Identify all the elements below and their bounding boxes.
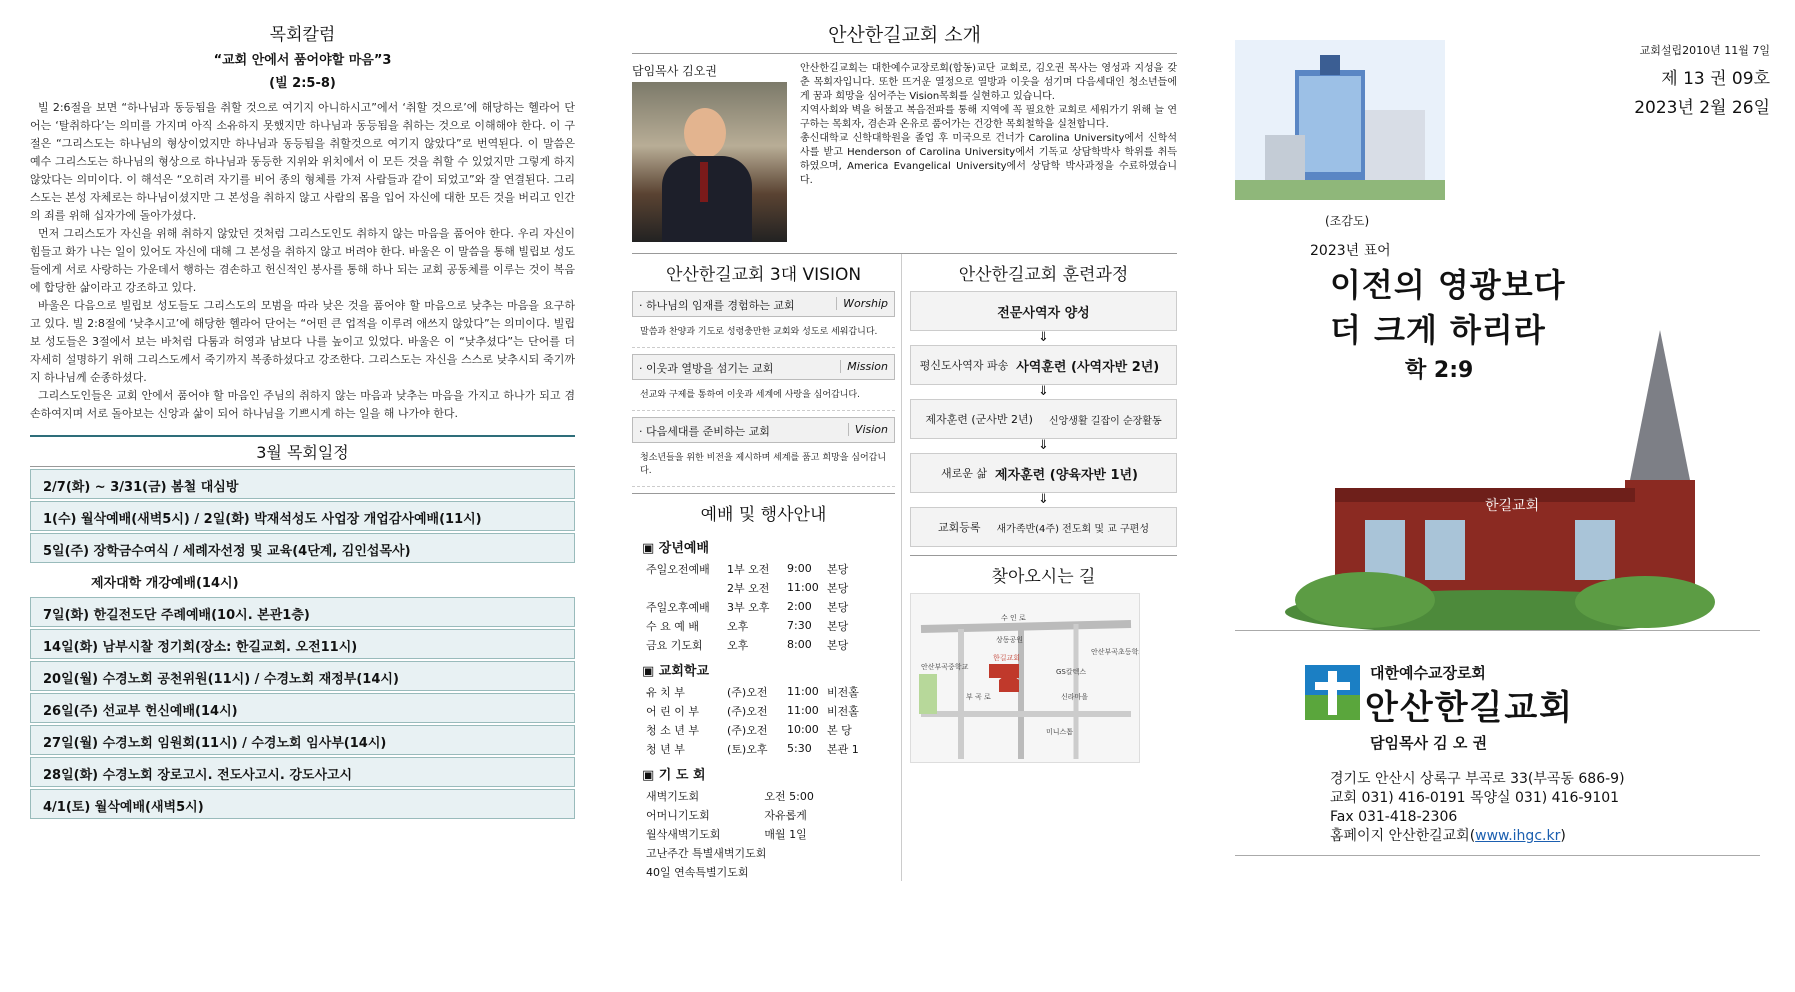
worship-cell: 본관 1 xyxy=(827,742,859,756)
worship-cell: 3부 오후 xyxy=(727,600,770,614)
worship-cell: 유 치 부 xyxy=(646,685,685,699)
worship-cell: 8:00 xyxy=(787,638,812,651)
worship-cell: (주)오전 xyxy=(727,723,768,737)
vision-title: 안산한길교회 3대 VISION xyxy=(665,265,862,285)
flow-arrow-icon: ⇓ xyxy=(1038,492,1049,507)
schedule-row: 7일(화) 한길전도단 주례예배(10시. 본관1층) xyxy=(30,597,575,627)
worship-row xyxy=(632,635,895,654)
worship-cell: 비전홀 xyxy=(827,685,859,699)
column-body xyxy=(30,99,575,423)
worship-cell: 본 당 xyxy=(827,723,852,737)
intro-title: 안산한길교회 소개 xyxy=(632,20,1177,54)
worship-cell: 본당 xyxy=(827,600,849,614)
fax: Fax 031-418-2306 xyxy=(1330,809,1458,825)
worship-cell: 7:30 xyxy=(787,619,812,632)
worship-cell: 본당 xyxy=(827,638,849,652)
intro-paragraph: 지역사회와 벽을 허물고 복음전파를 통해 지역에 꼭 필요한 교회로 세워가기 위해 늘 연구하는 목회자, 겸손과 온유로 품어가는 건강한 목회철학을 실천합니다. xyxy=(800,105,1177,130)
vision-section xyxy=(632,254,902,881)
worship-cell: 매월 1일 xyxy=(764,827,807,841)
training-step-left: 평신도사역자 파송 xyxy=(919,359,1009,372)
training-step-main: 전문사역자 양성 xyxy=(997,305,1090,321)
training-step-right: 새가족반(4주) 전도회 및 교 구편성 xyxy=(996,523,1149,535)
worship-cell: 오전 5:00 xyxy=(764,789,814,803)
worship-row xyxy=(632,805,895,824)
column-paragraph: 그리스도인들은 교회 안에서 품어야 할 마음인 주님의 취하지 않는 마음과 낮추는 마음을 가지고 하나가 되고 겸손하여지며 서로 돌아보는 신앙과 삶이 되어 하나님을 기쁘시게 하는 일을 해 나가야 한다. xyxy=(30,389,575,420)
vision-training-row xyxy=(632,253,1177,881)
training-step xyxy=(910,453,1177,493)
training-step xyxy=(910,345,1177,385)
address: 경기도 안산시 상록구 부곡로 33(부곡동 686-9) xyxy=(1330,771,1625,787)
map-label: GS칼텍스 xyxy=(1056,668,1087,676)
worship-cell: 11:00 xyxy=(787,704,819,717)
motto-label: 2023년 표어 xyxy=(1310,243,1391,259)
motto-line-1: 이전의 영광보다 xyxy=(1330,266,1566,304)
worship-row xyxy=(632,739,895,758)
worship-cell: (주)오전 xyxy=(727,685,768,699)
vision-description: 청소년들을 위한 비전을 제시하며 세계를 품고 희망을 심어갑니다. xyxy=(632,446,895,487)
worship-row xyxy=(632,786,895,805)
vision-item: · 다음세대를 준비하는 교회 Vision xyxy=(632,417,895,443)
worship-cell: 40일 연속특별기도회 xyxy=(646,865,749,879)
worship-row xyxy=(632,824,895,843)
pastor-column xyxy=(30,20,575,980)
worship-cell: 본당 xyxy=(827,619,849,633)
worship-cell: 주일오후예배 xyxy=(646,600,710,614)
training-step-left: 교회등록 xyxy=(938,521,981,534)
worship-section-title: ▣ 기 도 회 xyxy=(642,768,706,783)
worship-title: 예배 및 행사안내 xyxy=(632,493,895,531)
church-logo xyxy=(1305,665,1360,720)
phone: 교회 031) 416-0191 목양실 031) 416-9101 xyxy=(1330,790,1620,806)
schedule-row: 2/7(화) ~ 3/31(금) 봄철 대심방 xyxy=(30,469,575,499)
schedule-row: 1(수) 월삭예배(새벽5시) / 2일(화) 박재석성도 사업장 개업감사예배(11시) xyxy=(30,501,575,531)
schedule-row: 27일(월) 수경노회 임원회(11시) / 수경노회 임사부(14시) xyxy=(30,725,575,755)
worship-cell: 오후 xyxy=(727,638,749,652)
worship-cell: 5:30 xyxy=(787,742,812,755)
worship-cell: 2:00 xyxy=(787,600,812,613)
training-step-left: 새로운 삶 xyxy=(940,467,987,480)
column-title: 목회칼럼 xyxy=(269,25,336,45)
schedule-row: 4/1(토) 월삭예배(새벽5시) xyxy=(30,789,575,819)
worship-cell: 주일오전예배 xyxy=(646,562,710,576)
worship-cell: 어머니기도회 xyxy=(646,808,710,822)
intro-paragraph: 총신대학교 신학대학원을 졸업 후 미국으로 건너가 Carolina University에서 신학석사를 받고 Henderson of Carolina University에서 기독교 상담학박사 학위를 취득하였으며, America Evangelical University에서 상담학 박사과정을 수료하였습니다. xyxy=(800,133,1177,186)
column-paragraph: 빌 2:6절을 보면 “하나님과 동등됨을 취할 것으로 여기지 아니하시고”에서 ‘취할 것으로’에 해당하는 헬라어 단어는 ‘탈취하다’는 의미를 가지며 아직 소유하지 못했지만 하나님과 동등됨을 취하는 것으로 이해해야 한다. 이 구절은 “그리스도는 하나님의 형상이었지만 하나님과 동등됨을 취할것으로 여기지 않았다”로 번역된다. 이 말씀은 예수 그리스도는 하나님의 형상으로 하나님과 동등한 지위와 위치에서 이 모든 것을 취할 수 있었지만 그렇게 하지 않았다는 의미이다. 이 해석은 “오히려 자기를 비어 종의 형체를 가져 사람들과 같이 되었고”와 잘 연결된다. 그리스도는 본성 자체로는 하나님이셨지만 그 본성을 취하지 않고 사람의 몸을 입어 자신에 대한 모든 것을 버리고 인간의 죄를 위해 십자가에 돌아가셨다. xyxy=(30,101,575,222)
church-info-column xyxy=(632,20,1177,881)
flow-arrow-icon: ⇓ xyxy=(1038,330,1049,345)
rendering-caption: (조감도) xyxy=(1325,214,1370,228)
pastor-photo xyxy=(632,82,787,242)
svg-text:한길교회: 한길교회 xyxy=(1485,498,1540,514)
contact-info xyxy=(1330,770,1625,846)
worship-cell: (토)오후 xyxy=(727,742,768,756)
worship-cell: 본당 xyxy=(827,562,849,576)
vision-item: · 하나님의 임재를 경험하는 교회 Worship xyxy=(632,291,895,317)
training-step xyxy=(910,399,1177,439)
worship-cell: 10:00 xyxy=(787,723,819,736)
schedule-row: 28일(화) 수경노회 장로고시. 전도사고시. 강도사고시 xyxy=(30,757,575,787)
worship-section-title: ▣ 교회학교 xyxy=(642,664,710,679)
volume-number: 제 13 권 09호 xyxy=(1661,69,1770,89)
worship-cell: 금요 기도회 xyxy=(646,638,703,652)
pastor-name: 담임목사 김 오 권 xyxy=(1370,734,1488,752)
worship-row xyxy=(632,843,895,862)
worship-schedule xyxy=(632,537,895,881)
intro-text xyxy=(792,62,1177,247)
map-label: 부 곡 로 xyxy=(966,693,991,701)
worship-row xyxy=(632,597,895,616)
worship-row xyxy=(632,862,895,881)
church-name: 안산한길교회 xyxy=(1365,688,1575,728)
homepage-link[interactable]: www.ihgc.kr xyxy=(1475,828,1561,844)
map-label: 안산부곡중학교 xyxy=(921,663,969,671)
map-label: 미니스톱 xyxy=(1046,728,1074,736)
map-label: 신라마을 xyxy=(1061,693,1089,701)
worship-cell: 자유롭게 xyxy=(764,808,807,822)
schedule-title: 3월 목회일정 xyxy=(30,435,575,467)
worship-cell: 청 년 부 xyxy=(646,742,685,756)
vision-description: 선교와 구제를 통하여 이웃과 세계에 사랑을 심어갑니다. xyxy=(632,383,895,411)
worship-cell: 본당 xyxy=(827,581,849,595)
intro-paragraph: 안산한길교회는 대한예수교장로회(합동)교단 교회로, 김오권 목사는 영성과 지성을 갖춘 목회자입니다. 또한 뜨거운 열정으로 열방과 이웃을 섬기며 다음세대인 청소년들에게 꿈과 희망을 심어주는 Vision목회를 실현하고 있습니다. xyxy=(800,63,1177,102)
map-title: 찾아오시는 길 xyxy=(910,555,1177,593)
column-subtitle: “교회 안에서 품어야할 마음”3 xyxy=(213,53,392,68)
worship-cell: 2부 오전 xyxy=(727,581,770,595)
vision-item: · 이웃과 열방을 섬기는 교회 Mission xyxy=(632,354,895,380)
worship-row xyxy=(632,682,895,701)
training-flow xyxy=(910,291,1177,547)
training-title: 안산한길교회 훈련과정 xyxy=(958,265,1129,285)
worship-section-title: ▣ 장년예배 xyxy=(642,541,710,556)
worship-row xyxy=(632,559,895,578)
worship-cell: 오후 xyxy=(727,619,749,633)
training-step xyxy=(910,291,1177,331)
map-label: 한길교회 xyxy=(993,654,1021,662)
flow-arrow-icon: ⇓ xyxy=(1038,438,1049,453)
pastor-block xyxy=(632,62,792,247)
column-paragraph: 먼저 그리스도가 자신을 위해 취하지 않았던 것처럼 그리스도인도 취하지 않는 마음을 품어야 한다. 우리 자신이 힘들고 화가 나는 일이 있어도 자신에 대해 그 본성을 취하지 않고 버려야 한다. 바울은 이 말씀을 통해 빌립보 성도들에게 서로 사랑하는 가운데서 행하는 겸손하고 헌신적인 봉사를 통해 하나 되는 교회 공동체를 이루는 것이 복음에 합당한 삶이라고 강조하고 있다. xyxy=(30,227,575,294)
founded-date: 교회설립2010년 11월 7일 xyxy=(1639,44,1770,57)
schedule-row: 20일(월) 수경노회 공천위원(11시) / 수경노회 재정부(14시) xyxy=(30,661,575,691)
motto-reference: 학 2:9 xyxy=(1405,358,1474,383)
worship-cell: 수 요 예 배 xyxy=(646,619,699,633)
motto-line-2: 더 크게 하리라 xyxy=(1330,311,1546,349)
vision-description: 말씀과 찬양과 기도로 성령충만한 교회와 성도로 세워갑니다. xyxy=(632,320,895,348)
worship-cell: 비전홀 xyxy=(827,704,859,718)
worship-cell: 새벽기도회 xyxy=(646,789,700,803)
worship-cell: 어 린 이 부 xyxy=(646,704,699,718)
flow-arrow-icon: ⇓ xyxy=(1038,384,1049,399)
issue-date: 2023년 2월 26일 xyxy=(1634,98,1770,118)
training-step-left: 제자훈련 (군사반 2년) xyxy=(925,413,1033,426)
location-map xyxy=(910,593,1140,763)
worship-cell: 월삭새벽기도회 xyxy=(646,827,721,841)
worship-row xyxy=(632,616,895,635)
worship-cell: 청 소 년 부 xyxy=(646,723,699,737)
church-photo xyxy=(1275,320,1755,630)
worship-cell: (주)오전 xyxy=(727,704,768,718)
church-marker xyxy=(989,664,1019,678)
training-step-main: 사역훈련 (사역자반 2년) xyxy=(1016,359,1160,375)
denomination: 대한예수교장로회 xyxy=(1370,664,1486,682)
worship-cell: 1부 오전 xyxy=(727,562,770,576)
schedule-row: 26일(주) 선교부 헌신예배(14시) xyxy=(30,693,575,723)
schedule-row: 5일(주) 장학금수여식 / 세례자선정 및 교육(4단계, 김인섭목사) xyxy=(30,533,575,563)
building-rendering xyxy=(1235,40,1445,200)
schedule-row: 제자대학 개강예배(14시) xyxy=(30,565,575,595)
worship-cell: 11:00 xyxy=(787,685,819,698)
homepage: 홈페이지 안산한길교회(www.ihgc.kr) xyxy=(1330,828,1566,844)
map-label: 수 인 로 xyxy=(1001,614,1026,622)
map-label: 상동공원 xyxy=(996,636,1024,644)
column-paragraph: 바울은 다음으로 빌립보 성도들도 그리스도의 모범을 따라 낮은 것을 품어야 할 마음으로 낮추는 마음을 요구하고 있다. 빌 2:8절에 ‘낮추시고’에 해당한 헬라어 단어는 “어떤 큰 업적을 이루려 애쓰지 않았다”는 의미이다. 빌립보 성도들은 3절에서 보는 바처럼 다툼과 허영과 남보다 나를 높이고 있었다. 바울은 이 “낮추셨다”는 단어를 더 자세히 설명하기 위해 그리스도께서 죽기까지 복종하셨다고 강조한다. 그리스도는 자신을 스스로 낮추시되 죽기까지 하나님께 순종하셨다. xyxy=(30,299,575,384)
issue-info xyxy=(1634,42,1770,118)
intro-section xyxy=(632,62,1177,247)
worship-row xyxy=(632,720,895,739)
training-section xyxy=(902,254,1177,881)
pastor-label: 담임목사 김오권 xyxy=(632,64,717,78)
map-label: 안산부곡초등학교 xyxy=(1091,648,1140,656)
worship-cell: 9:00 xyxy=(787,562,812,575)
training-step-main: 제자훈련 (양육자반 1년) xyxy=(995,467,1139,483)
park-area xyxy=(919,674,937,714)
worship-row xyxy=(632,701,895,720)
training-step xyxy=(910,507,1177,547)
worship-row xyxy=(632,578,895,597)
column-reference: (빌 2:5-8) xyxy=(269,76,336,91)
worship-cell: 11:00 xyxy=(787,581,819,594)
worship-cell: 고난주간 특별새벽기도회 xyxy=(646,846,767,860)
schedule-row: 14일(화) 남부시찰 정기회(장소: 한길교회. 오전11시) xyxy=(30,629,575,659)
training-step-right: 신앙생활 길잡이 순장활동 xyxy=(1048,415,1162,427)
